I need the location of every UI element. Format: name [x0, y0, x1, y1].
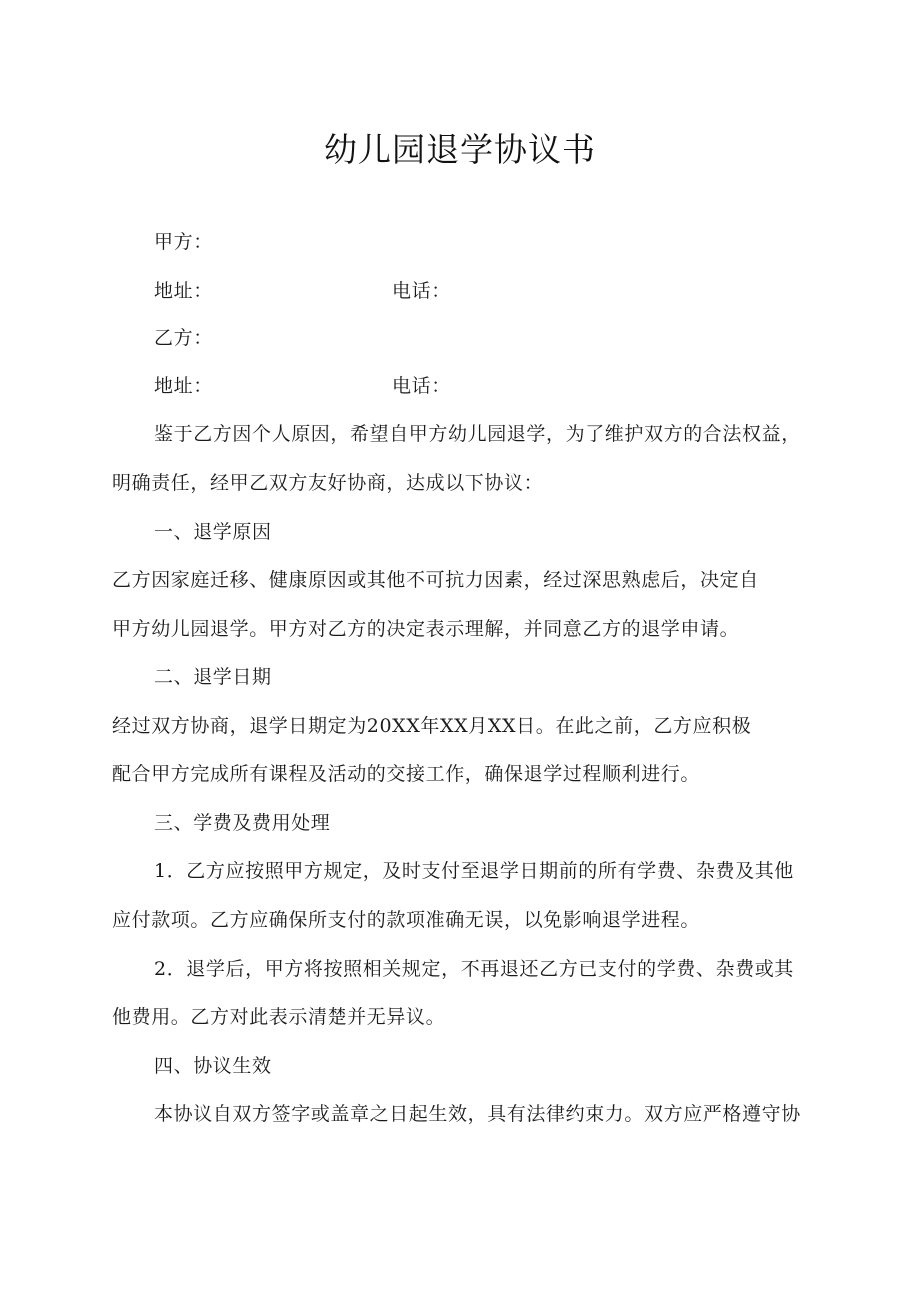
section-3-item-2-line-2: 他费用。乙方对此表示清楚并无异议。 — [112, 1006, 446, 1028]
document-title: 幼儿园退学协议书 — [324, 130, 596, 169]
party-b-label: 乙方： — [154, 327, 213, 349]
section-3-heading: 三、学费及费用处理 — [154, 812, 331, 834]
section-3-item-2-line-1: 2．退学后，甲方将按照相关规定，不再退还乙方已支付的学费、杂费或其 — [154, 958, 794, 980]
party-b-address-label: 地址： — [154, 375, 213, 397]
section-4-line-1: 本协议自双方签字或盖章之日起生效，具有法律约束力。双方应严格遵守协 — [154, 1103, 801, 1125]
section-1-heading: 一、退学原因 — [154, 521, 272, 543]
section-1-line-1: 乙方因家庭迁移、健康原因或其他不可抗力因素，经过深思熟虑后，决定自 — [112, 569, 759, 591]
party-a-label: 甲方： — [154, 231, 213, 253]
section-2-heading: 二、退学日期 — [154, 666, 272, 688]
section-4-heading: 四、协议生效 — [154, 1055, 272, 1077]
party-b-phone-label: 电话： — [392, 375, 451, 397]
section-2-line-2: 配合甲方完成所有课程及活动的交接工作，确保退学过程顺利进行。 — [112, 763, 701, 785]
section-3-item-1-line-1: 1．乙方应按照甲方规定，及时支付至退学日期前的所有学费、杂费及其他 — [154, 860, 794, 882]
section-1-line-2: 甲方幼儿园退学。甲方对乙方的决定表示理解，并同意乙方的退学申请。 — [112, 618, 740, 640]
section-2-line-1: 经过双方协商，退学日期定为20XX年XX月XX日。在此之前，乙方应积极 — [112, 715, 752, 737]
party-a-phone-label: 电话： — [392, 280, 451, 302]
party-a-address-label: 地址： — [154, 280, 213, 302]
intro-paragraph-line-1: 鉴于乙方因个人原因，希望自甲方幼儿园退学，为了维护双方的合法权益， — [154, 423, 801, 445]
intro-paragraph-line-2: 明确责任，经甲乙双方友好协商，达成以下协议： — [112, 472, 544, 494]
section-3-item-1-line-2: 应付款项。乙方应确保所支付的款项准确无误，以免影响退学进程。 — [112, 909, 701, 931]
